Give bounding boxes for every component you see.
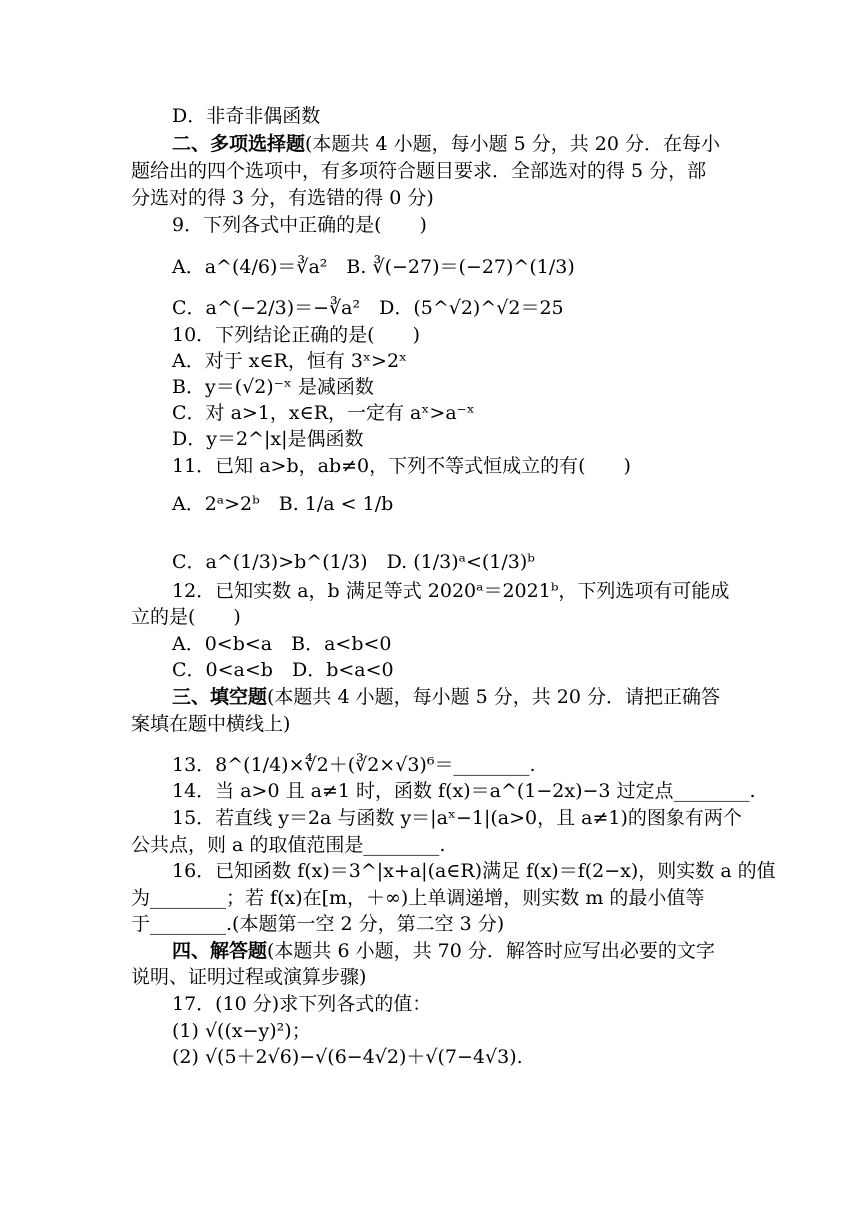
section-4-line-2: 说明、证明过程或演算步骤)	[131, 966, 367, 988]
question-13: 13．8^(1/4)×∜2＋(∛2×√3)⁶＝________.	[172, 754, 536, 776]
section-4-instructions: (本题共 6 小题，共 70 分．解答时应写出必要的文字	[267, 940, 715, 962]
question-16: 16．已知函数 f(x)＝3^|x+a|(a∈R)满足 f(x)＝f(2−x)，则实数 a 的值	[172, 860, 776, 882]
q9-options-cd: C．a^(−2/3)＝−∛a² D．(5^√2)^√2＝25	[172, 297, 564, 319]
section-2-line-3: 分选对的得 3 分，有选错的得 0 分)	[131, 187, 434, 209]
q17-part-2: (2) √(5＋2√6)−√(6−4√2)＋√(7−4√3).	[172, 1046, 523, 1068]
section-3-instructions: (本题共 4 小题，每小题 5 分，共 20 分．请把正确答	[267, 686, 721, 708]
question-14: 14．当 a>0 且 a≠1 时，函数 f(x)＝a^(1−2x)−3 过定点________.	[172, 780, 756, 802]
question-11: 11．已知 a>b，ab≠0，下列不等式恒成立的有( )	[172, 455, 631, 477]
question-12-cont: 立的是( )	[131, 606, 241, 628]
section-3-header	[172, 685, 720, 709]
question-17: 17．(10 分)求下列各式的值：	[172, 993, 432, 1015]
question-16-cont-2: 于________.(本题第一空 2 分，第二空 3 分)	[131, 913, 505, 935]
question-16-cont-1: 为________；若 f(x)在[m，＋∞)上单调递增，则实数 m 的最小值等	[131, 887, 705, 909]
q10-option-d: D．y＝2^|x|是偶函数	[172, 428, 364, 450]
q11-options-cd: C．a^(1/3)>b^(1/3) D. (1/3)ᵃ<(1/3)ᵇ	[172, 551, 535, 573]
section-2-instructions: (本题共 4 小题，每小题 5 分，共 20 分．在每小	[305, 133, 721, 155]
question-15-cont: 公共点，则 a 的取值范围是________.	[131, 834, 446, 856]
q17-part-1: (1) √((x−y)²)；	[172, 1020, 311, 1042]
q12-options-cd: C．0<a<b D．b<a<0	[172, 659, 394, 681]
section-2-title: 二、多项选择题	[172, 133, 306, 155]
question-9: 9．下列各式中正确的是( )	[172, 214, 427, 236]
section-2-line-2: 题给出的四个选项中，有多项符合题目要求．全部选对的得 5 分，部	[131, 160, 707, 182]
q11-options-ab: A．2ᵃ>2ᵇ B. 1/a < 1/b	[172, 493, 394, 515]
q9-options-ab: A．a^(4/6)＝∛a² B. ∛(−27)＝(−27)^(1/3)	[172, 256, 575, 278]
q10-option-c: C．对 a>1，x∈R，一定有 aˣ>a⁻ˣ	[172, 402, 475, 424]
section-3-title: 三、填空题	[172, 686, 268, 708]
question-12: 12．已知实数 a，b 满足等式 2020ᵃ＝2021ᵇ，下列选项有可能成	[172, 580, 730, 602]
section-3-line-2: 案填在题中横线上)	[131, 713, 291, 735]
q12-options-ab: A．0<b<a B．a<b<0	[172, 633, 392, 655]
section-4-header	[172, 939, 715, 963]
section-2-header	[172, 132, 720, 156]
section-4-title: 四、解答题	[172, 940, 268, 962]
option-d-q8: D．非奇非偶函数	[172, 105, 321, 127]
q10-option-b: B．y＝(√2)⁻ˣ 是减函数	[172, 376, 374, 398]
q10-option-a: A．对于 x∈R，恒有 3ˣ>2ˣ	[172, 350, 408, 372]
question-10: 10．下列结论正确的是( )	[172, 324, 421, 346]
question-15: 15．若直线 y＝2a 与函数 y＝|aˣ−1|(a>0，且 a≠1)的图象有两个	[172, 807, 742, 829]
